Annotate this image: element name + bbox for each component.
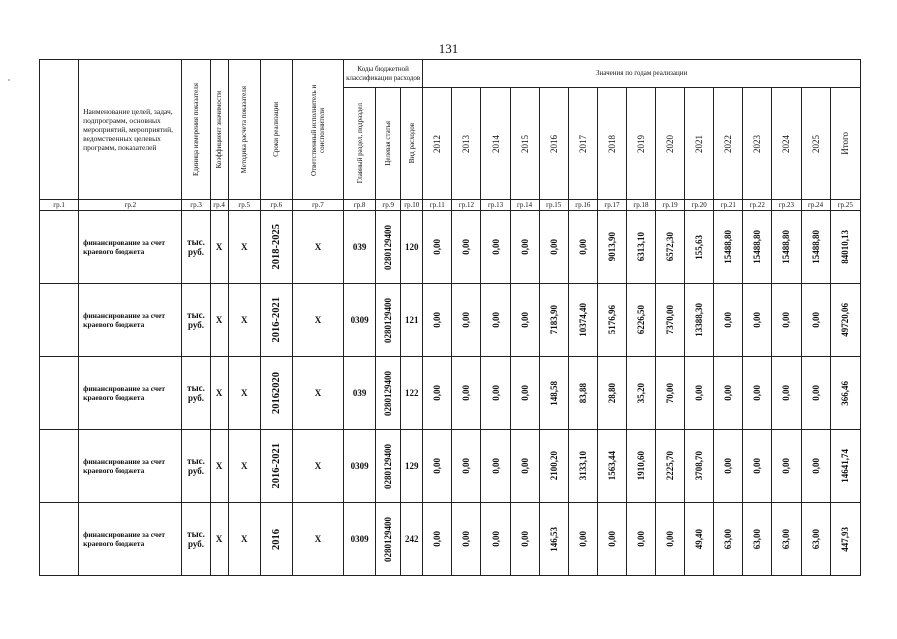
row-year-value [656,357,685,430]
row-year-value-text: 70,00 [665,382,676,404]
row-year-value-text: 0,00 [490,385,501,401]
row-method: Х [228,284,260,357]
row-year-value-text: 10374,40 [577,303,588,337]
row-year-value-text: 0,00 [810,458,821,474]
row-year-value [539,211,568,284]
row-year-value [423,357,452,430]
row-year-value-text: 0,00 [577,531,588,547]
row-year-value [539,503,568,576]
table-row [40,430,861,503]
row-year-value-text: 0,00 [781,458,792,474]
row-year-value [685,357,714,430]
header-year: 2021 [685,88,714,200]
row-target-text: 0280129400 [383,297,394,343]
header-year: 2012 [423,88,452,200]
row-target-text: 0280129400 [383,443,394,489]
row-period [260,284,292,357]
group-number-cell: гр.12 [452,200,481,211]
row-year-value-text: 0,00 [752,385,763,401]
row-year-value-text: 0,00 [490,312,501,328]
row-year-value [656,430,685,503]
row-number-cell [40,357,79,430]
page-number: 131 [438,41,459,56]
row-year-value [481,430,510,503]
group-number-cell: гр.11 [423,200,452,211]
row-executor: Х [292,430,343,503]
row-number-cell [40,284,79,357]
row-coef: Х [210,503,228,576]
row-year-value-text: 0,00 [781,385,792,401]
row-name: финансирование за счет краевого бюджета [79,284,182,357]
row-total [830,211,860,284]
row-year-value-text: 0,00 [781,312,792,328]
row-year-value [685,503,714,576]
row-year-value [743,503,772,576]
scan-speck [8,79,10,81]
row-year-value-text: 1563,44 [606,451,617,481]
row-executor: Х [292,503,343,576]
row-name: финансирование за счет краевого бюджета [79,430,182,503]
row-year-value [626,430,655,503]
group-number-cell: гр.19 [656,200,685,211]
row-year-value-text: 0,00 [635,531,646,547]
row-year-value-text: 9013,90 [606,232,617,262]
row-year-value [743,211,772,284]
header-year: 2019 [626,88,655,200]
row-year-value-text: 0,00 [432,458,443,474]
group-number-cell: гр.1 [40,200,79,211]
row-year-value-text: 3133,10 [577,451,588,481]
row-year-value-text: 0,00 [723,385,734,401]
group-number-cell: гр.15 [539,200,568,211]
row-year-value [801,430,830,503]
row-name: финансирование за счет краевого бюджета [79,503,182,576]
row-year-value-text: 63,00 [810,528,821,550]
row-period-text: 20162020 [270,372,282,414]
row-year-value [772,430,801,503]
row-method: Х [228,211,260,284]
row-year-value-text: 0,00 [490,239,501,255]
header-year: 2016 [539,88,568,200]
row-method: Х [228,357,260,430]
row-method: Х [228,430,260,503]
budget-table-container [39,59,861,579]
row-year-value [539,284,568,357]
row-year-value-text: 0,00 [694,385,705,401]
header-year: 2018 [597,88,626,200]
row-year-value [597,430,626,503]
row-target-text: 0280129400 [383,516,394,562]
row-year-value [452,284,481,357]
row-year-value-text: 0,00 [519,458,530,474]
row-year-value-text: 3708,70 [694,451,705,481]
row-target [376,284,401,357]
row-year-value-text: 63,00 [723,528,734,550]
row-year-value [568,284,597,357]
row-year-value-text: 1910,60 [635,451,646,481]
row-year-value-text: 0,00 [490,531,501,547]
row-year-value-text: 146,53 [548,526,559,552]
row-year-value-text: 0,00 [432,239,443,255]
row-year-value-text: 155,63 [694,234,705,260]
row-year-value-text: 0,00 [461,385,472,401]
row-year-value-text: 0,00 [606,531,617,547]
row-year-value-text: 0,00 [432,385,443,401]
group-number-cell: гр.10 [401,200,423,211]
row-year-value [626,284,655,357]
table-row [40,211,861,284]
group-number-cell: гр.9 [376,200,401,211]
row-method: Х [228,503,260,576]
group-number-cell: гр.8 [344,200,376,211]
row-year-value [656,503,685,576]
row-year-value [772,357,801,430]
row-year-value [597,211,626,284]
group-number-cell: гр.2 [79,200,182,211]
row-coef: Х [210,357,228,430]
header-target: Целевая статья [376,88,401,200]
row-year-value [510,284,539,357]
row-coef: Х [210,430,228,503]
group-number-cell: гр.24 [801,200,830,211]
row-unit: тыс. руб. [182,211,210,284]
row-period [260,503,292,576]
table-row [40,503,861,576]
row-year-value-text: 0,00 [723,458,734,474]
header-unit: Единица измерения показателя [182,60,210,200]
row-year-value [801,211,830,284]
row-year-value [714,211,743,284]
group-number-cell: гр.17 [597,200,626,211]
row-year-value [539,357,568,430]
row-year-value [772,503,801,576]
row-year-value [772,284,801,357]
row-period [260,430,292,503]
header-name: Наименование целей, задач, подпрограмм, основных мероприятий, мероприятий, ведомственных целевых программ, показателей [79,60,182,200]
row-unit: тыс. руб. [182,503,210,576]
table-row [40,284,861,357]
header-exptype: Вид расходов [401,88,423,200]
row-exptype: 122 [401,357,423,430]
header-year: 2022 [714,88,743,200]
row-total-text: 447,93 [840,526,851,552]
row-year-value-text: 7183,90 [548,305,559,335]
row-total-text: 14641,74 [840,449,851,483]
header-values-by-year: Значения по годам реализации [423,60,861,88]
row-target [376,430,401,503]
row-year-value [452,211,481,284]
row-year-value-text: 0,00 [432,531,443,547]
row-year-value-text: 15488,80 [752,230,763,264]
row-target-text: 0280129400 [383,370,394,416]
row-year-value-text: 15488,80 [723,230,734,264]
group-number-cell: гр.20 [685,200,714,211]
row-exptype: 121 [401,284,423,357]
row-year-value [714,284,743,357]
group-number-row [40,200,861,211]
row-executor: Х [292,357,343,430]
row-year-value [743,357,772,430]
row-year-value [423,211,452,284]
row-total-text: 84010,13 [840,230,851,264]
row-year-value-text: 0,00 [432,312,443,328]
row-year-value-text: 0,00 [461,531,472,547]
row-year-value [597,357,626,430]
row-total [830,430,860,503]
header-total: Итого [830,88,860,200]
row-year-value [685,284,714,357]
header-chapter: Главный раздел, подраздел [344,88,376,200]
row-total-text: 49720,06 [840,303,851,337]
group-number-cell: гр.6 [260,200,292,211]
row-unit: тыс. руб. [182,430,210,503]
row-year-value-text: 15488,80 [781,230,792,264]
row-exptype: 120 [401,211,423,284]
row-year-value [452,503,481,576]
row-year-value-text: 63,00 [781,528,792,550]
row-year-value-text: 0,00 [723,312,734,328]
group-number-cell: гр.22 [743,200,772,211]
row-year-value-text: 0,00 [461,239,472,255]
row-total [830,357,860,430]
header-budget-codes: Коды бюджетной классификации расходов [344,60,423,88]
group-number-cell: гр.13 [481,200,510,211]
budget-table [39,59,861,576]
row-exptype: 242 [401,503,423,576]
row-year-value-text: 0,00 [519,239,530,255]
header-year: 2013 [452,88,481,200]
row-year-value [423,430,452,503]
row-period [260,357,292,430]
group-number-cell: гр.3 [182,200,210,211]
row-coef: Х [210,284,228,357]
header-gr1 [40,60,79,200]
row-target-text: 0280129400 [383,224,394,270]
header-year: 2017 [568,88,597,200]
row-year-value [801,357,830,430]
row-year-value [510,357,539,430]
row-year-value-text: 63,00 [752,528,763,550]
row-year-value-text: 2100,20 [548,451,559,481]
row-period [260,211,292,284]
row-year-value-text: 5176,96 [606,305,617,335]
row-year-value [597,503,626,576]
row-year-value-text: 0,00 [461,458,472,474]
row-year-value [452,430,481,503]
row-year-value-text: 0,00 [548,239,559,255]
header-year: 2015 [510,88,539,200]
row-year-value [481,211,510,284]
row-chapter: 0309 [344,284,376,357]
row-year-value-text: 28,80 [606,382,617,404]
row-year-value-text: 0,00 [752,458,763,474]
row-year-value-text: 0,00 [665,531,676,547]
row-year-value [685,430,714,503]
row-period-text: 2018-2025 [270,224,282,270]
row-year-value-text: 15488,80 [810,230,821,264]
row-year-value [626,503,655,576]
row-year-value [481,284,510,357]
row-exptype: 129 [401,430,423,503]
row-period-text: 2016 [270,528,282,550]
row-executor: Х [292,284,343,357]
row-unit: тыс. руб. [182,284,210,357]
row-year-value [539,430,568,503]
table-row [40,357,861,430]
row-year-value [626,211,655,284]
row-year-value [656,284,685,357]
group-number-cell: гр.14 [510,200,539,211]
row-chapter: 0309 [344,503,376,576]
row-year-value [626,357,655,430]
row-number-cell [40,211,79,284]
row-year-value-text: 0,00 [461,312,472,328]
row-year-value [423,284,452,357]
group-number-cell: гр.21 [714,200,743,211]
group-number-cell: гр.18 [626,200,655,211]
group-number-cell: гр.7 [292,200,343,211]
row-chapter: 039 [344,211,376,284]
group-number-cell: гр.16 [568,200,597,211]
row-year-value [714,503,743,576]
row-year-value [481,357,510,430]
row-year-value [801,503,830,576]
row-year-value-text: 49,40 [694,528,705,550]
row-year-value-text: 6313,10 [635,232,646,262]
row-number-cell [40,503,79,576]
row-year-value [597,284,626,357]
row-year-value [772,211,801,284]
header-year: 2024 [772,88,801,200]
row-year-value-text: 83,88 [577,382,588,404]
row-year-value [568,211,597,284]
row-year-value-text: 6226,50 [635,305,646,335]
header-year: 2020 [656,88,685,200]
row-coef: Х [210,211,228,284]
row-year-value [423,503,452,576]
header-method: Методика расчета показателя [228,60,260,200]
row-year-value-text: 0,00 [810,312,821,328]
row-total [830,503,860,576]
table-body [40,200,861,576]
row-year-value-text: 0,00 [490,458,501,474]
row-total [830,284,860,357]
row-year-value [510,430,539,503]
row-year-value [568,503,597,576]
group-number-cell: гр.4 [210,200,228,211]
row-period-text: 2016-2021 [270,297,282,343]
row-year-value [685,211,714,284]
row-total-text: 366,46 [840,380,851,406]
header-period: Сроки реализации [260,60,292,200]
row-year-value-text: 13388,30 [694,303,705,337]
row-target [376,357,401,430]
row-chapter: 039 [344,357,376,430]
group-number-cell: гр.23 [772,200,801,211]
row-year-value-text: 0,00 [519,312,530,328]
row-year-value-text: 0,00 [519,385,530,401]
row-year-value [481,503,510,576]
row-year-value-text: 2225,70 [665,451,676,481]
header-year: 2014 [481,88,510,200]
row-year-value [656,211,685,284]
row-year-value-text: 6572,30 [665,232,676,262]
row-year-value-text: 0,00 [810,385,821,401]
header-coef: Коэффициент значимости [210,60,228,200]
row-year-value [801,284,830,357]
header-year: 2023 [743,88,772,200]
row-number-cell [40,430,79,503]
row-year-value-text: 0,00 [752,312,763,328]
header-year: 2025 [801,88,830,200]
row-chapter: 0309 [344,430,376,503]
row-target [376,503,401,576]
row-year-value [714,430,743,503]
row-year-value [510,503,539,576]
row-year-value [743,430,772,503]
row-year-value [743,284,772,357]
row-executor: Х [292,211,343,284]
row-year-value-text: 148,58 [548,380,559,406]
row-year-value [568,430,597,503]
group-number-cell: гр.5 [228,200,260,211]
row-year-value [510,211,539,284]
row-period-text: 2016-2021 [270,443,282,489]
header-executor: Ответственный исполнитель и соисполнители [292,60,343,200]
group-number-cell: гр.25 [830,200,860,211]
row-year-value [568,357,597,430]
row-target [376,211,401,284]
row-year-value-text: 0,00 [577,239,588,255]
row-year-value-text: 35,20 [635,382,646,404]
row-name: финансирование за счет краевого бюджета [79,211,182,284]
row-unit: тыс. руб. [182,357,210,430]
row-year-value [714,357,743,430]
row-name: финансирование за счет краевого бюджета [79,357,182,430]
row-year-value-text: 0,00 [519,531,530,547]
row-year-value-text: 7370,00 [665,305,676,335]
row-year-value [452,357,481,430]
